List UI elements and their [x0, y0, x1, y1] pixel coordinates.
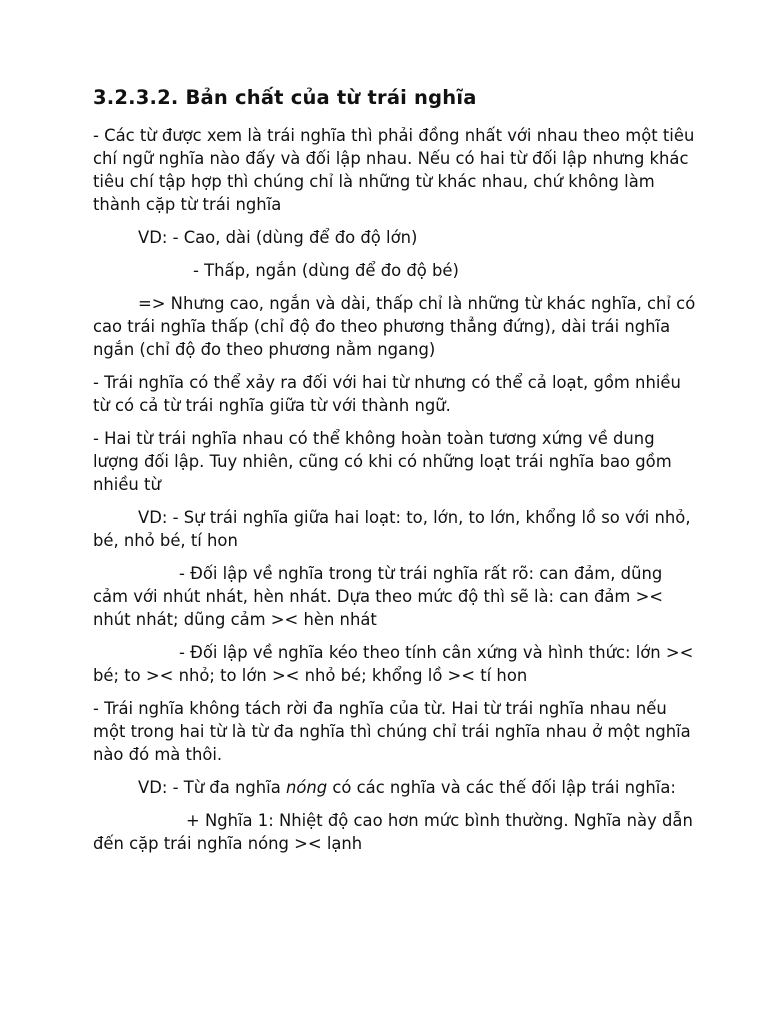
example-line-1: VD: - Cao, dài (dùng để đo độ lớn) [138, 228, 418, 247]
example-polysemy-before: VD: - Từ đa nghĩa [138, 778, 286, 797]
example-polysemy [93, 776, 698, 799]
example-polysemy-after: có các nghĩa và các thế đối lập trái nghĩa: [327, 778, 676, 797]
paragraph-definition: - Các từ được xem là trái nghĩa thì phải đồng nhất với nhau theo một tiêu chí ngữ nghĩa nào đấy và đối lập nhau. Nếu có hai từ đối lập nhưng khác tiêu chí tập hợp thì chúng chỉ là những từ khác nhau, chứ không làm thành cặp từ trái nghĩa [93, 126, 695, 214]
example-opposition-clear: - Đối lập về nghĩa trong từ trái nghĩa rất rõ: can đảm, dũng cảm với nhút nhát, hèn nhát. Dựa theo mức độ thì sẽ là: can đảm >< nhút nhát; dũng cảm >< hèn nhát [93, 564, 664, 629]
paragraph-polysemy: - Trái nghĩa không tách rời đa nghĩa của từ. Hai từ trái nghĩa nhau nếu một trong hai từ là từ đa nghĩa thì chúng chỉ trái nghĩa nhau ở một nghĩa nào đó mà thôi. [93, 699, 691, 764]
section-heading: 3.2.3.2. Bản chất của từ trái nghĩa [93, 86, 477, 109]
paragraph-capacity: - Hai từ trái nghĩa nhau có thể không hoàn toàn tương xứng về dung lượng đối lập. Tuy nhiên, cũng có khi có những loạt trái nghĩa bao gồm nhiều từ [93, 429, 672, 494]
example-line-2: - Thấp, ngắn (dùng để đo độ bé) [193, 261, 459, 280]
example-polysemy-emphasis: nóng [285, 778, 328, 797]
example-opposition-form: - Đối lập về nghĩa kéo theo tính cân xứng và hình thức: lớn >< bé; to >< nhỏ; to lớn >< nhỏ bé; khổng lồ >< tí hon [93, 643, 694, 685]
example-series: VD: - Sự trái nghĩa giữa hai loạt: to, lớn, to lớn, khổng lồ so với nhỏ, bé, nhỏ bé, tí hon [93, 508, 691, 550]
meaning-1: + Nghĩa 1: Nhiệt độ cao hơn mức bình thường. Nghĩa này dẫn đến cặp trái nghĩa nóng >< lạnh [93, 811, 693, 853]
paragraph-conclusion: => Nhưng cao, ngắn và dài, thấp chỉ là những từ khác nghĩa, chỉ có cao trái nghĩa thấp (chỉ độ đo theo phương thẳng đứng), dài trái nghĩa ngắn (chỉ độ đo theo phương nằm ngang) [93, 294, 696, 359]
paragraph-series: - Trái nghĩa có thể xảy ra đối với hai từ nhưng có thể cả loạt, gồm nhiều từ có cả từ trái nghĩa giữa từ với thành ngữ. [93, 373, 681, 415]
